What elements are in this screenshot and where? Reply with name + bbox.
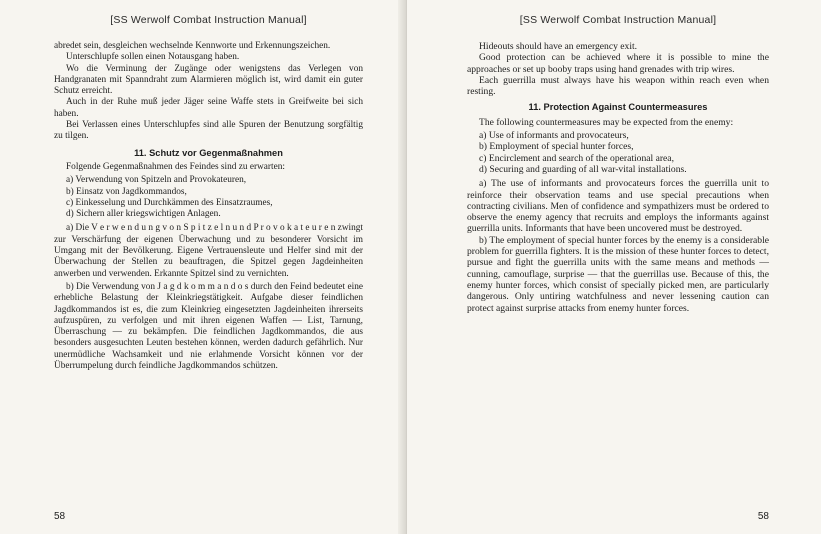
paragraph: Bei Verlassen eines Unterschlupfes sind alle Spuren der Benutzung sorgfältig zu tilgen. <box>54 120 363 142</box>
paragraph: Auch in der Ruhe muß jeder Jäger seine Waffe stets in Greifweite bei sich haben. <box>54 97 363 119</box>
list-item: d) Securing and guarding of all war-vital installations. <box>479 163 687 175</box>
list-item: b) Employment of special hunter forces, <box>479 141 634 153</box>
paragraph: Hideouts should have an emergency exit. <box>479 41 638 52</box>
paragraph: a) The use of informants and provocateurs forces the guerrilla unit to reinforce their observation teams and use special precautions when contracting civilians. Men of confidence and sympathizers must be ordered to observe the enemy agency that recruits and employs the informants against guerrilla units. Informants that have been uncovered must be destroyed. <box>467 178 769 235</box>
right-page <box>407 0 821 534</box>
list-item: c) Einkesselung und Durchkämmen des Einsatzraumes, <box>66 197 273 208</box>
paragraph: b) Die Verwendung von J a g d k o m m a n d o s durch den Feind bedeutet eine erhebliche Belastung der Kleinkriegstätigkeit. Aufgabe dieser feindlichen Jagdkommandos ist es, die zum Kleinkrieg eingesetzten Jagdeinheiten ihrerseits aufzuspüren, zu verfolgen und mit ihren eigenen Waffen — List, Tarnung, Überraschung — zu bekämpfen. Die feindlichen Jagdkommandos, die aus besonders ausgesuchten Leuten bestehen können, werden dadurch gefährlich. Nur unermüdliche Wachsamkeit und nie erlahmende Vorsicht können vor der Überrumpelung durch feindliche Jagdkommandos schützen. <box>54 281 363 372</box>
paragraph: Unterschlupfe sollen einen Notausgang haben. <box>66 52 240 63</box>
countermeasure-list <box>467 130 769 175</box>
list-item: d) Sichern aller kriegswichtigen Anlagen. <box>66 209 221 220</box>
section-heading: 11. Protection Against Countermeasures <box>528 102 708 113</box>
paragraph: a) Die V e r w e n d u n g v o n S p i t z e l n u n d P r o v o k a t e u r e n zwingt zur Verschärfung der eigenen Überwachung und zu besonderer Vorsicht im Umgang mit der Bevölkerung. Eigene Vertrauensleute und Helfer sind mit der Überwachung der Stellen zu beauftragen, die Spitzel gegen Jagdeinheiten anwerben und verwenden. Erkannte Spitzel sind zu vernichten. <box>54 223 363 279</box>
page-body <box>54 41 363 372</box>
page-number: 58 <box>757 511 769 522</box>
list-item: c) Encirclement and search of the operational area, <box>479 152 674 164</box>
section-heading: 11. Schutz vor Gegenmaßnahmen <box>134 147 283 158</box>
list-item: a) Use of informants and provocateurs, <box>479 130 629 142</box>
paragraph: Wo die Verminung der Zugänge oder wenigstens das Verlegen von Handgranaten mit Spanndraht zum Alarmieren möglich ist, wird damit ein guter Schutz erreicht. <box>54 63 363 97</box>
page-body <box>467 41 769 314</box>
running-head: [SS Werwolf Combat Instruction Manual] <box>110 14 307 26</box>
page-number: 58 <box>54 511 66 522</box>
countermeasure-list <box>54 175 363 220</box>
paragraph: b) The employment of special hunter forces by the enemy is a considerable problem for guerrilla fighters. It is the mission of these hunter forces to detect, pursue and fight the guerrilla units with the same means and methods — cunning, camouflage, surprise — that the guerrillas use. Because of this, the enemy hunter forces, which consist of specially picked men, are particularly dangerous. Only untiring watchfulness and never lessening caution can protect against surprise attacks from enemy hunter forces. <box>467 234 769 314</box>
running-head: [SS Werwolf Combat Instruction Manual] <box>519 14 717 26</box>
paragraph: Each guerrilla must always have his weapon within reach even when resting. <box>467 74 769 98</box>
section-intro: The following countermeasures may be expected from the enemy: <box>479 116 734 128</box>
list-item: a) Verwendung von Spitzeln and Provokateuren, <box>66 175 247 186</box>
list-item: b) Einsatz von Jagdkommandos, <box>66 186 187 197</box>
section-intro: Folgende Gegenmaßnahmen des Feindes sind zu erwarten: <box>66 161 285 172</box>
paragraph: abredet sein, desgleichen wechselnde Kennworte und Erkennungszeichen. <box>54 41 331 51</box>
left-page <box>0 0 407 534</box>
paragraph: Good protection can be achieved where it is possible to mine the approaches or set up booby traps using hand grenades with trip wires. <box>467 52 769 75</box>
